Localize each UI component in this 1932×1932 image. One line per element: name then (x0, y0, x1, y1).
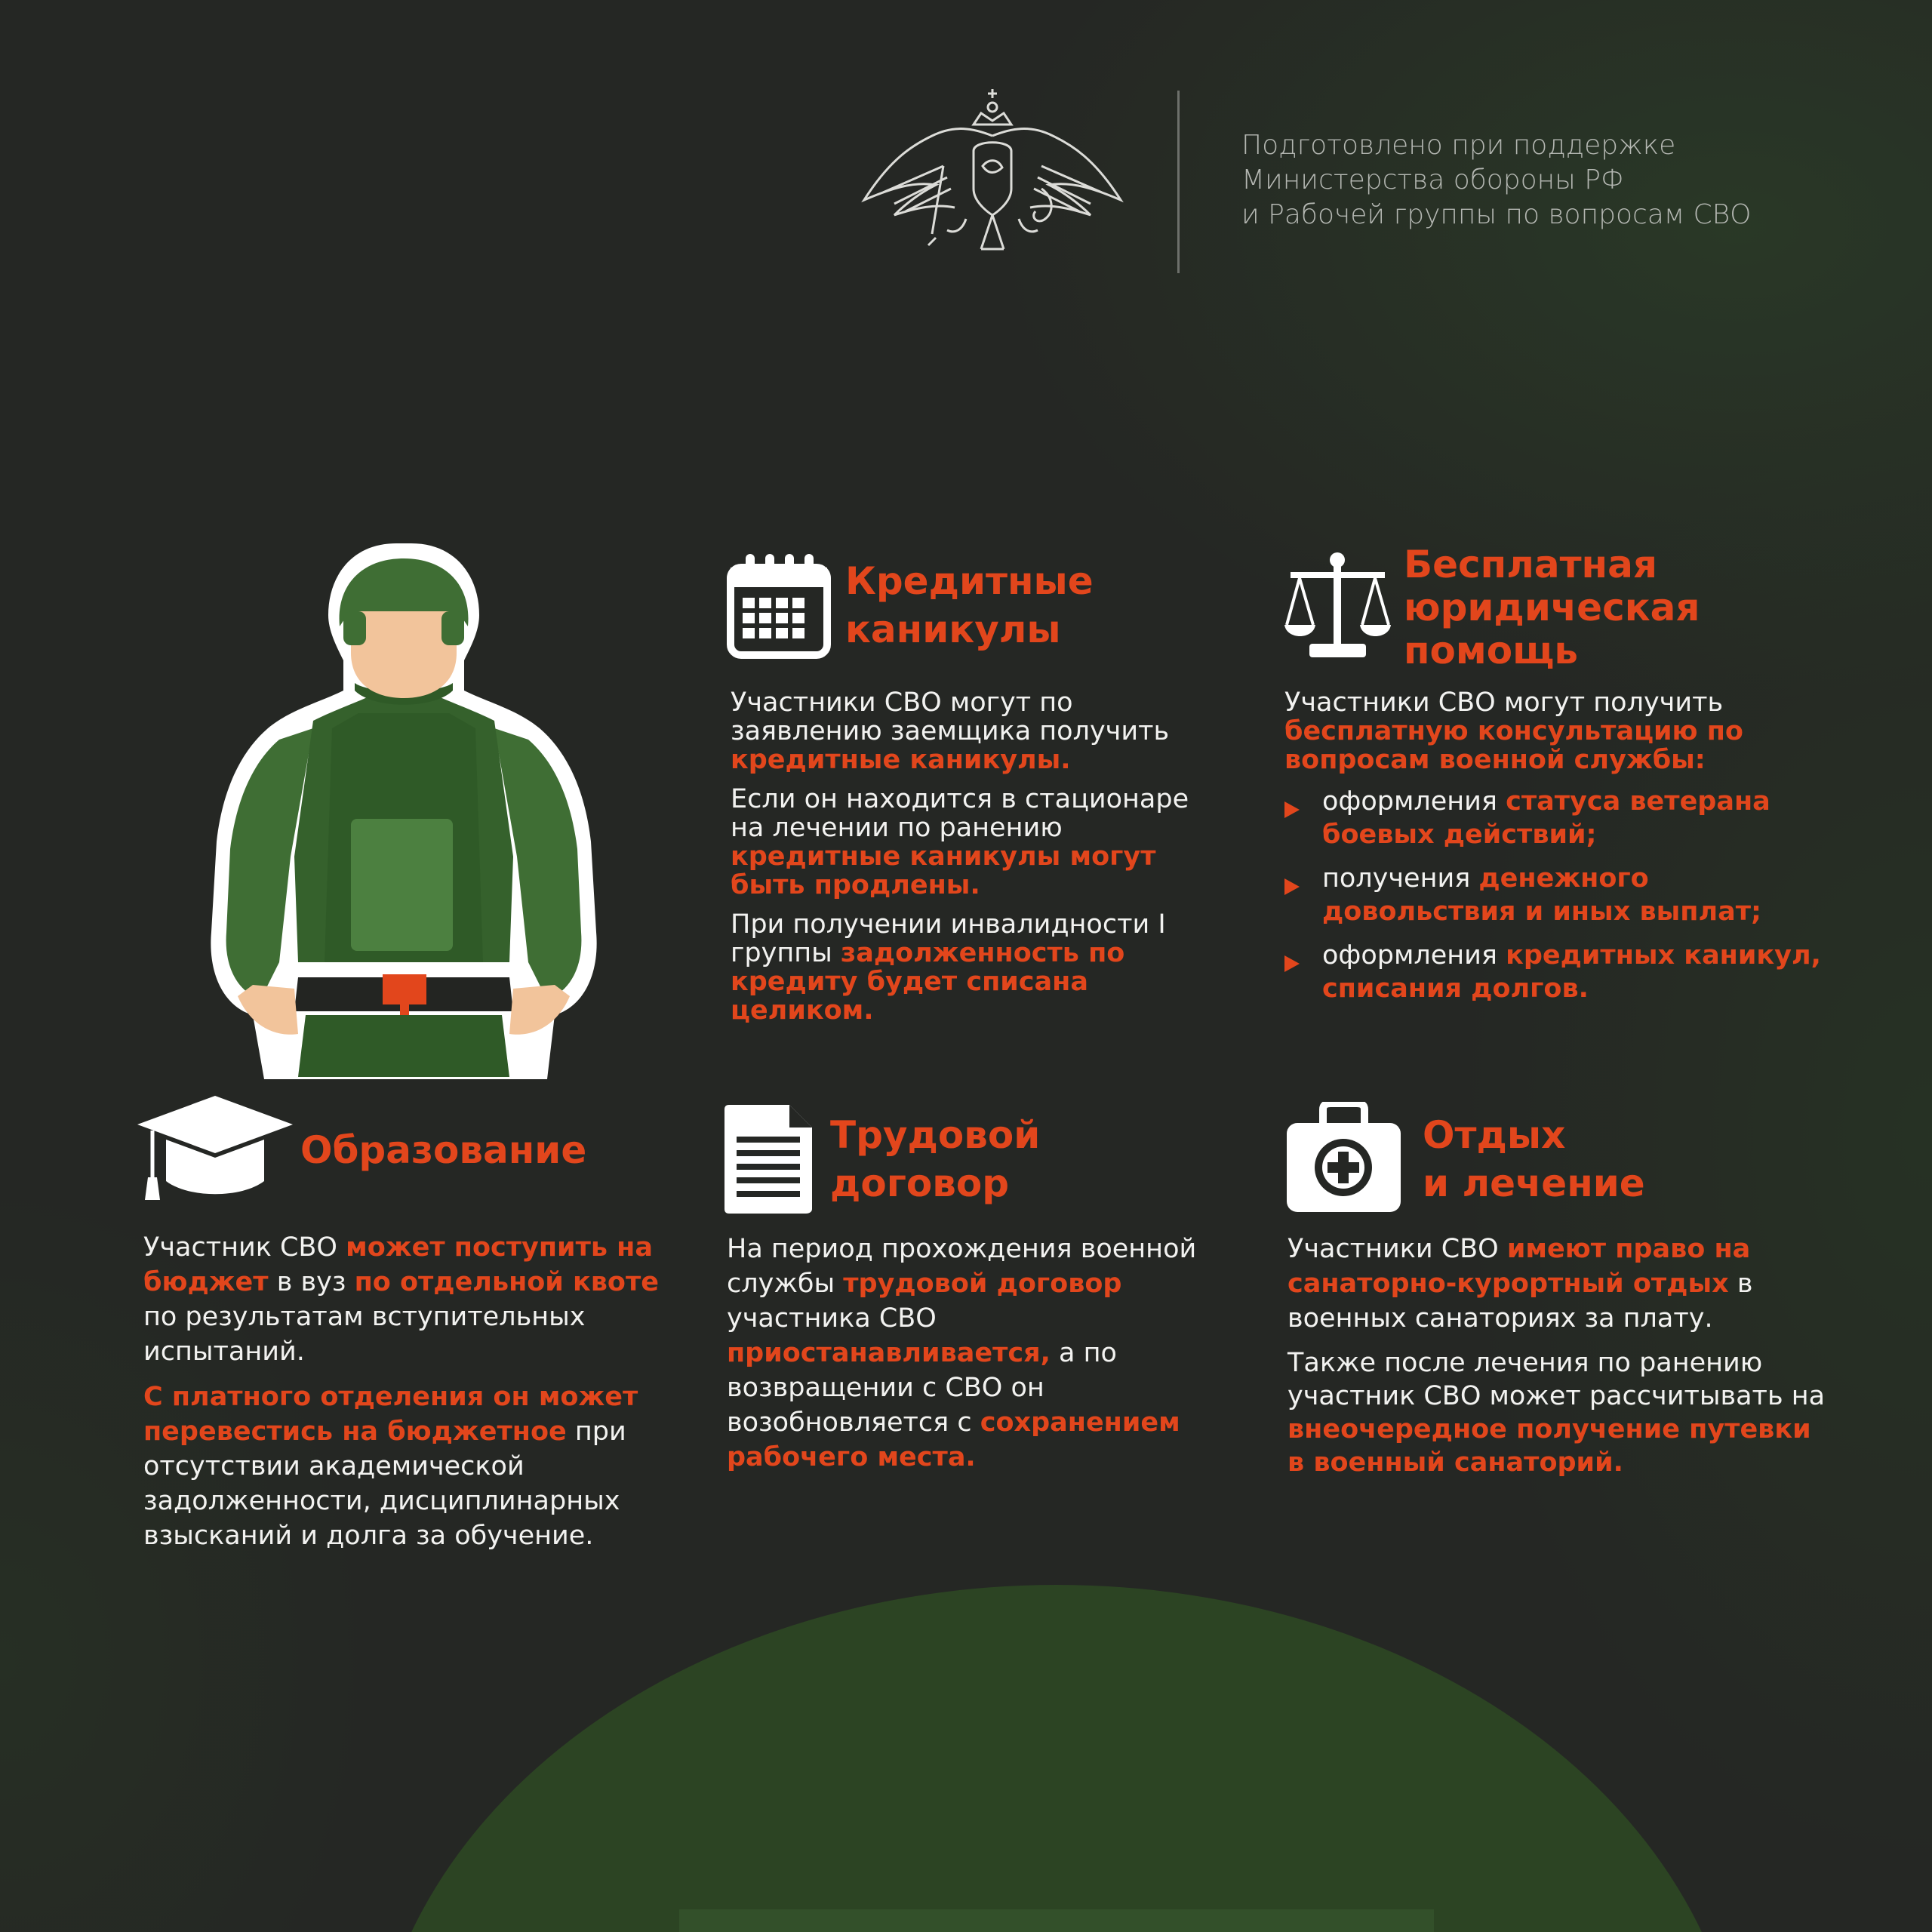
credit-paragraph-2 (731, 785, 1229, 900)
legal-intro-text: Участники СВО могут получить (1284, 688, 1724, 718)
mod-emblem-icon (860, 83, 1124, 264)
legal-bullet-2-text: получения (1322, 863, 1479, 894)
labor-p1-text-1: На период прохождения военной службы (727, 1234, 1197, 1299)
rest-paragraph-2 (1287, 1346, 1831, 1479)
education-p1-highlight-2: по отдельной квоте (354, 1267, 659, 1297)
legal-intro-highlight: бесплатную консультацию по вопросам военной службы: (1284, 716, 1743, 775)
support-line-2: Министерства обороны РФ (1241, 165, 1624, 195)
education-title: Образование (300, 1128, 587, 1172)
rest-title (1423, 1111, 1645, 1208)
calendar-icon (726, 551, 832, 660)
credit-p2-text: Если он находится в стационаре на лечении по ранению (731, 784, 1189, 843)
legal-bullet-3 (1284, 939, 1828, 1005)
rest-p2-highlight: внеочередное получение путевки в военный санаторий. (1287, 1414, 1811, 1478)
header-divider (1177, 91, 1180, 273)
bullet-arrow-icon (1284, 878, 1300, 895)
labor-paragraph-1 (727, 1232, 1210, 1475)
credit-p2-highlight: кредитные каникулы могут быть продлены. (731, 841, 1156, 900)
credit-title-line-2: каникулы (845, 608, 1061, 651)
education-p2-text: при отсутствии академической задолженности, дисциплинарных взысканий и долга за обучение. (143, 1417, 626, 1551)
education-p1-text-1: Участник СВО (143, 1232, 346, 1263)
credit-p3-text: При получении инвалидности I группы (731, 909, 1166, 968)
education-p1-highlight-1: может поступить на бюджет (143, 1232, 653, 1297)
bullet-arrow-icon (1284, 955, 1300, 972)
credit-p3-highlight: задолженность по кредиту будет списана целиком. (731, 938, 1125, 1026)
labor-title (830, 1111, 1040, 1208)
legal-bullet-2-highlight: денежного довольствия и иных выплат; (1322, 863, 1761, 927)
legal-body (1284, 688, 1828, 1016)
scales-icon (1283, 549, 1392, 663)
rest-title-line-2: и лечение (1423, 1161, 1645, 1205)
credit-body (731, 688, 1229, 1035)
legal-bullet-1-text: оформления (1322, 786, 1506, 817)
labor-p1-highlight-2: приостанавливается, (727, 1338, 1051, 1368)
education-paragraph-1 (143, 1230, 687, 1369)
graduation-cap-icon (136, 1094, 294, 1208)
first-aid-kit-icon (1285, 1102, 1402, 1214)
legal-title-line-2: юридическая (1404, 586, 1700, 629)
soldier-illustration (208, 540, 600, 1079)
support-line-1: Подготовлено при поддержке (1241, 130, 1676, 161)
legal-intro (1284, 688, 1828, 774)
rest-p1-text-1: Участники СВО (1287, 1234, 1507, 1264)
labor-title-line-1: Трудовой (830, 1113, 1041, 1157)
dome-highlight-decoration (679, 1909, 1434, 1932)
labor-title-line-2: договор (830, 1161, 1009, 1205)
legal-bullet-2 (1284, 862, 1828, 928)
education-p1-text-3: по результатам вступительных испытаний. (143, 1302, 586, 1367)
labor-p1-highlight-3: сохранением рабочего места. (727, 1407, 1180, 1472)
legal-bullet-3-highlight: кредитных каникул, списания долгов. (1322, 940, 1821, 1004)
labor-p1-text-2: участника СВО (727, 1303, 937, 1334)
education-p2-highlight: С платного отделения он может перевестись на бюджетное (143, 1382, 638, 1447)
support-line-3: и Рабочей группы по вопросам СВО (1241, 199, 1752, 230)
rest-p1-text-2: в военных санаториях за плату. (1287, 1269, 1753, 1334)
labor-p1-text-3: а по возвращении с СВО он возобновляется с (727, 1338, 1117, 1438)
credit-paragraph-1 (731, 688, 1229, 774)
labor-body (727, 1232, 1210, 1485)
rest-p2-text: Также после лечения по ранению участник СВО может рассчитывать на (1287, 1348, 1826, 1411)
rest-body (1287, 1232, 1831, 1490)
education-p1-text-2: в вуз (268, 1267, 355, 1297)
document-icon (723, 1103, 814, 1215)
legal-title-line-3: помощь (1404, 629, 1579, 672)
support-text (1241, 128, 1752, 232)
credit-p1-highlight: кредитные каникулы. (731, 745, 1071, 775)
legal-bullet-3-text: оформления (1322, 940, 1506, 971)
bullet-arrow-icon (1284, 801, 1300, 818)
labor-p1-highlight-1: трудовой договор (843, 1269, 1122, 1299)
green-dome-decoration (370, 1585, 1743, 1932)
education-paragraph-2 (143, 1380, 687, 1553)
credit-title-line-1: Кредитные (845, 559, 1094, 603)
legal-bullet-1 (1284, 785, 1828, 851)
credit-paragraph-3 (731, 910, 1229, 1025)
credit-p1-text: Участники СВО могут по заявлению заемщика получить (731, 688, 1170, 746)
legal-title-line-1: Бесплатная (1404, 543, 1657, 586)
rest-title-line-1: Отдых (1423, 1113, 1566, 1157)
rest-p1-highlight: имеют право на санаторно-курортный отдых (1287, 1234, 1751, 1299)
legal-bullet-1-highlight: статуса ветерана боевых действий; (1322, 786, 1770, 850)
legal-title (1404, 543, 1700, 672)
rest-paragraph-1 (1287, 1232, 1831, 1336)
education-body (143, 1230, 687, 1564)
credit-title (845, 557, 1094, 654)
